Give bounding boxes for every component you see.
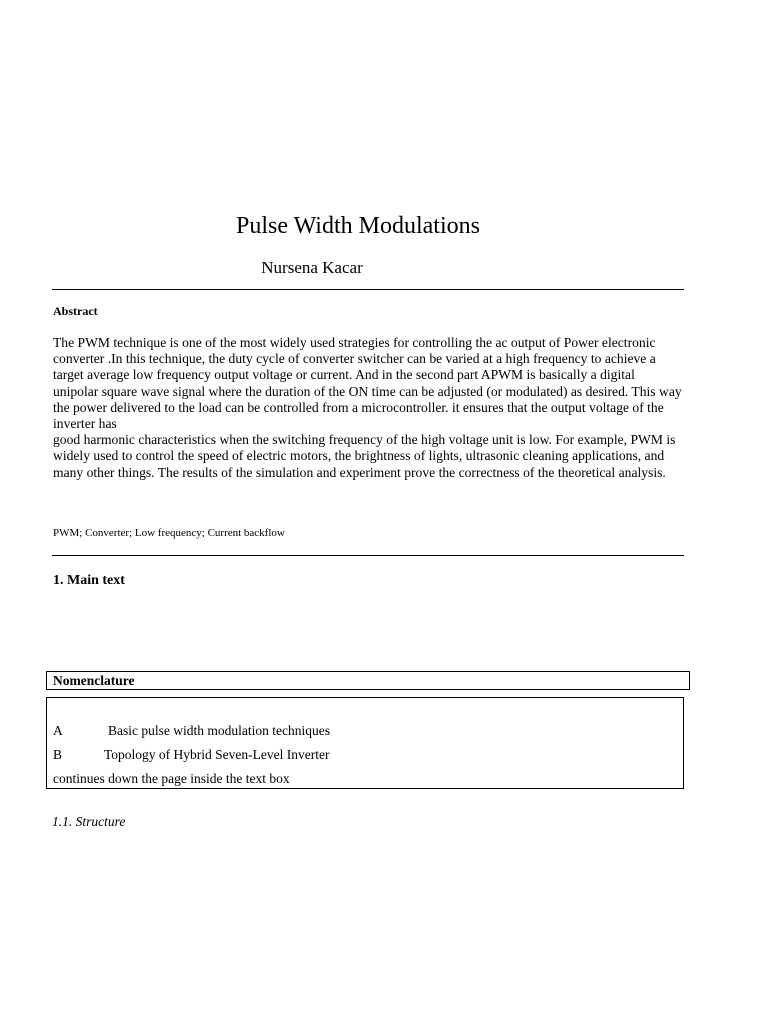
nomenclature-entry xyxy=(53,746,330,764)
nomenclature-entry xyxy=(53,722,330,740)
nomenclature-text-box[interactable] xyxy=(46,697,684,789)
abstract-paragraph: good harmonic characteristics when the switching frequency of the high voltage unit is low. For example, PWM is widely used to control the speed of electric motors, the brightness of lights, ultrasonic cleaning applications, and many other things. The results of the simulation and experiment prove the correctness of the theoretical analysis. xyxy=(53,432,676,480)
paper-title: Pulse Width Modulations xyxy=(236,213,480,239)
nomenclature-heading: Nomenclature xyxy=(53,673,135,688)
keywords: PWM; Converter; Low frequency; Current backflow xyxy=(53,527,285,539)
subsection-heading-structure: 1.1. Structure xyxy=(52,814,126,829)
nomenclature-heading-box xyxy=(46,671,690,690)
abstract-paragraph: The PWM technique is one of the most widely used strategies for controlling the ac output of Power electronic converter .In this technique, the duty cycle of converter switcher can be varied at a high frequency to achieve a target average low frequency output voltage or current. And in the second part APWM is basically a digital unipolar square wave signal where the duration of the ON time can be adjusted (or modulated) as desired. This way the power delivered to the load can be controlled from a microcontroller. it ensures that the output voltage of the inverter has xyxy=(53,335,682,432)
author-name: Nursena Kacar xyxy=(261,258,363,277)
bottom-divider xyxy=(52,555,684,556)
section-heading-main-text: 1. Main text xyxy=(53,573,125,588)
nomenclature-key: A xyxy=(53,723,63,738)
nomenclature-description: Basic pulse width modulation techniques xyxy=(108,723,330,738)
nomenclature-key: B xyxy=(53,747,63,762)
abstract-heading: Abstract xyxy=(53,304,98,318)
nomenclature-description: Topology of Hybrid Seven-Level Inverter xyxy=(104,747,330,762)
abstract-body xyxy=(53,335,683,481)
top-divider xyxy=(52,289,684,290)
nomenclature-note: continues down the page inside the text box xyxy=(53,771,290,786)
